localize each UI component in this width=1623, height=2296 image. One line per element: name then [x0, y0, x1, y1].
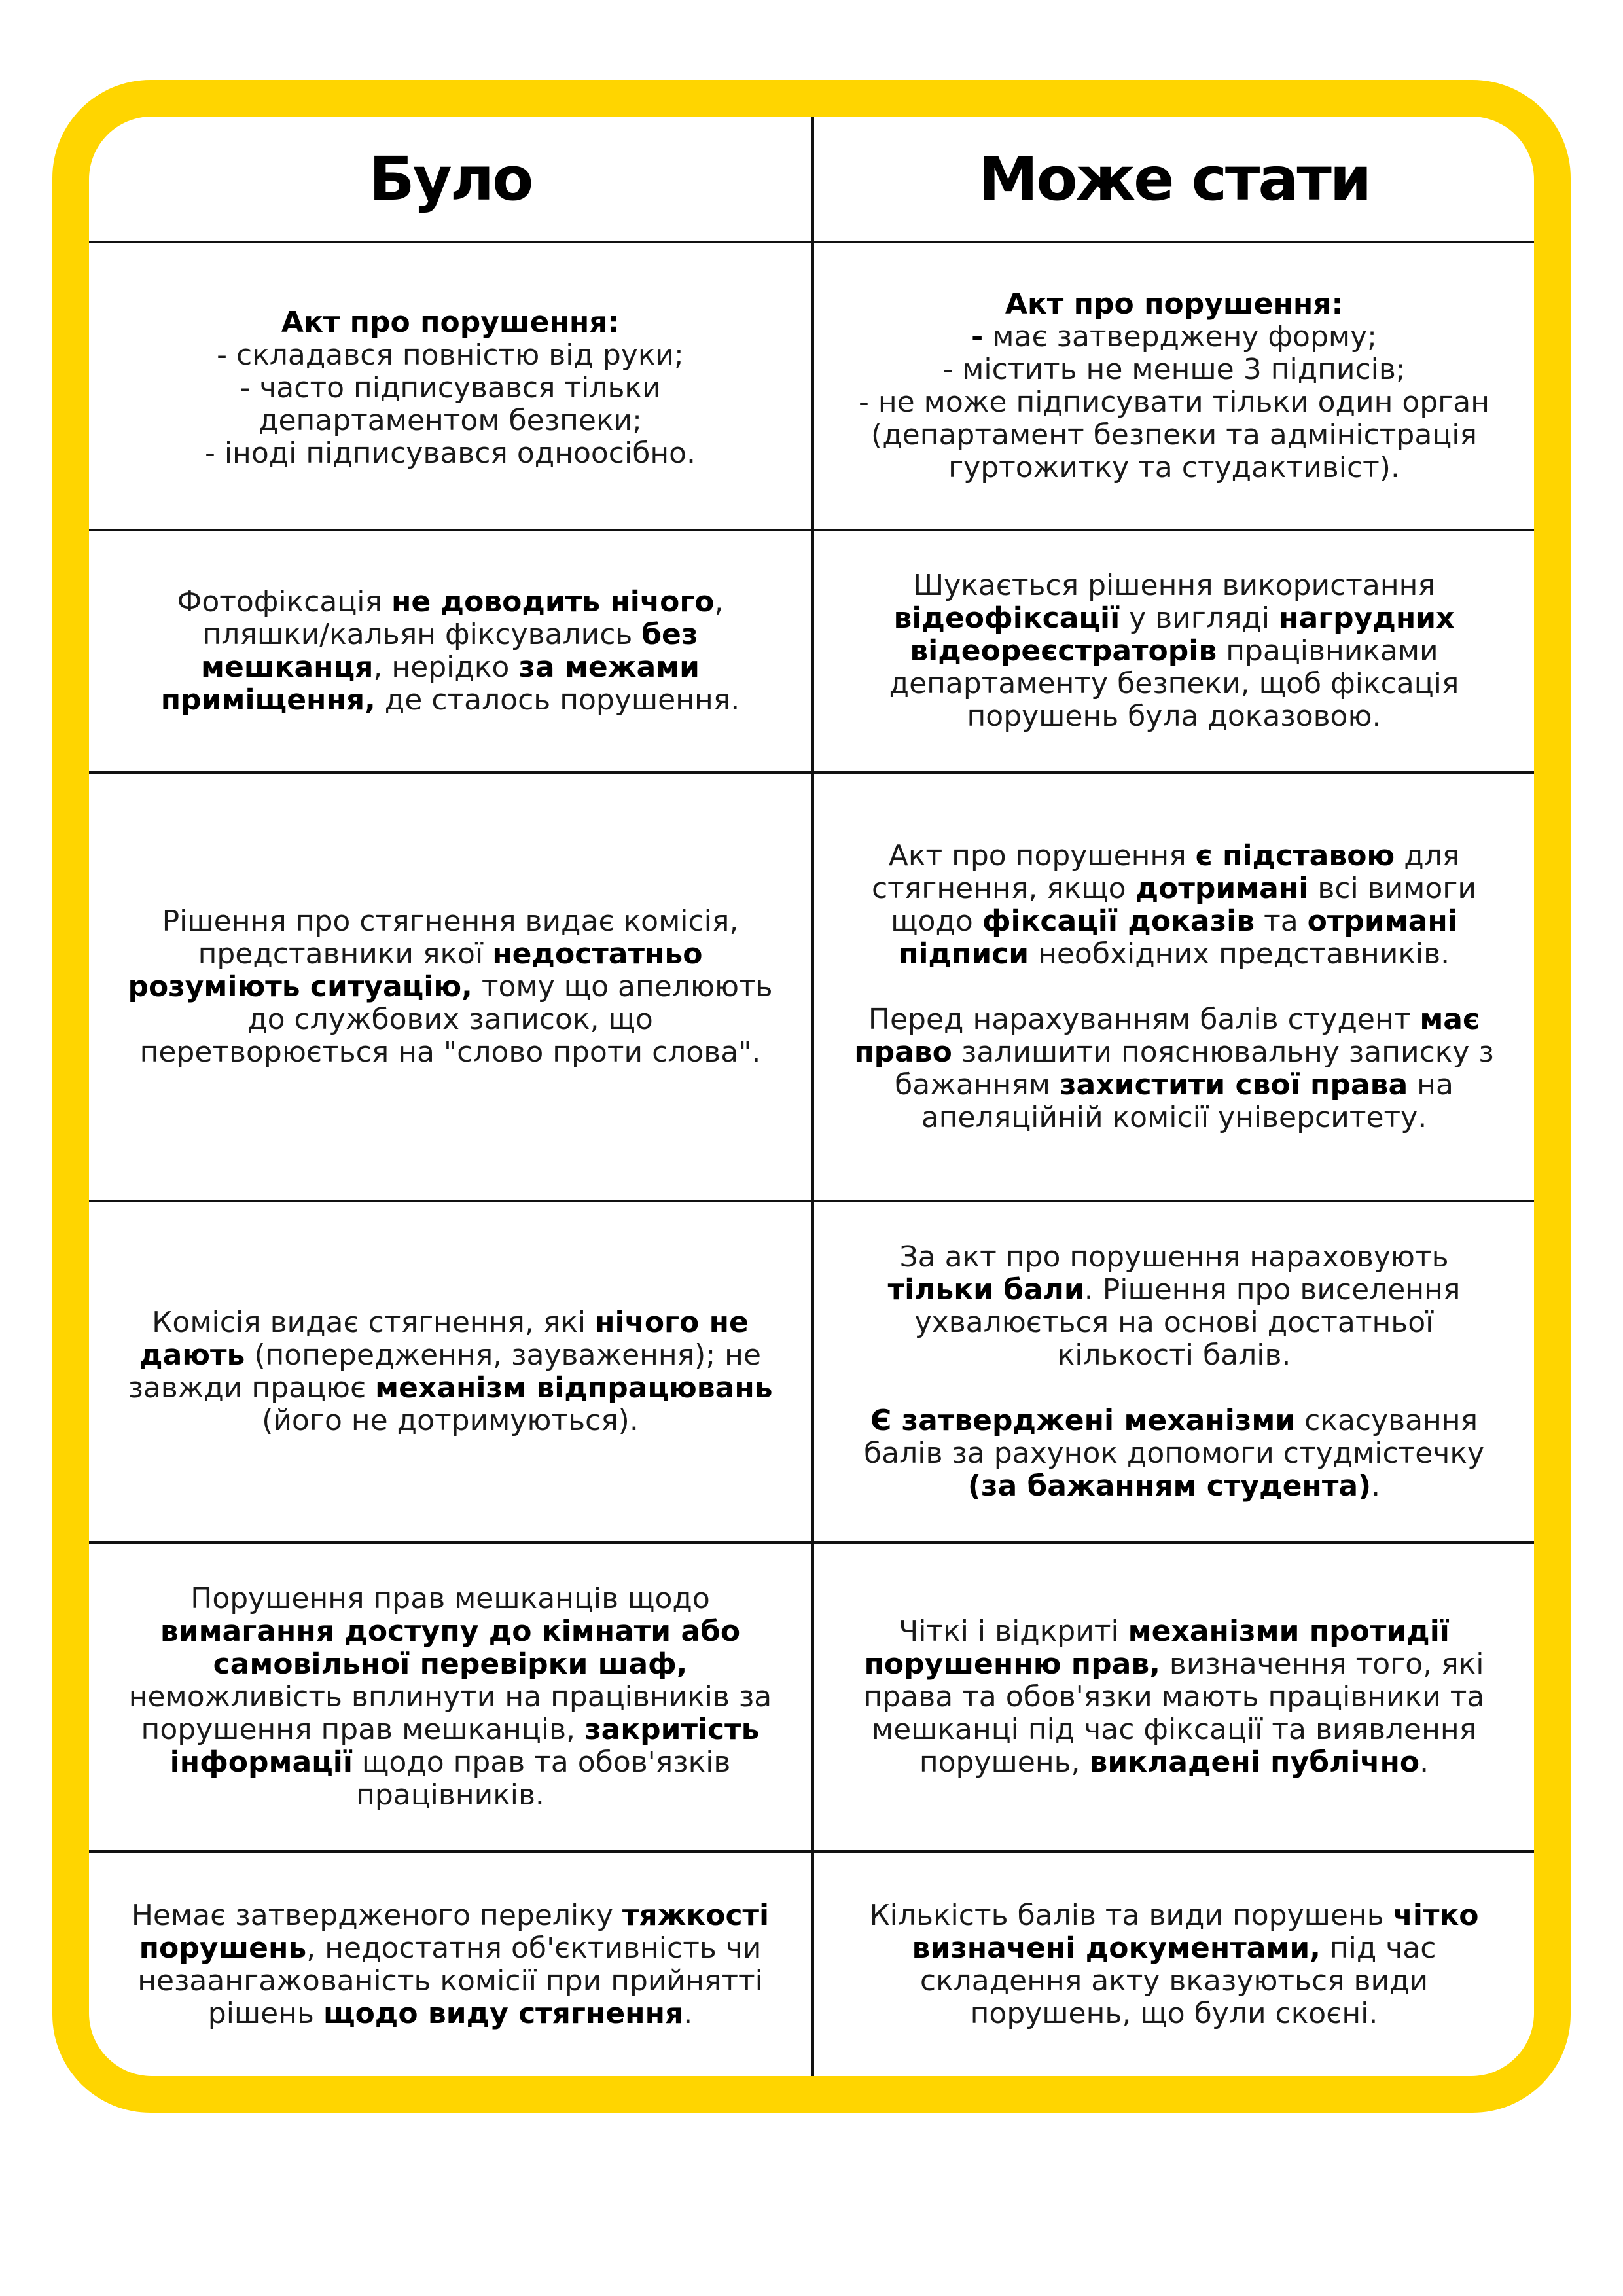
cell-text: Акт про порушення: - має затверджену форму; - містить не менше 3 підписів; - не може підписувати тільки один орган (департамент безпеки та адміністрація гуртожитку та студактивіст). — [858, 287, 1490, 484]
cell-paragraph: Перед нарахуванням балів студент має право залишити пояснювальну записку з бажанням захистити свої права на апеляційній комісії університету. — [854, 1002, 1494, 1134]
cell-text: Шукається рішення використання відеофіксації у вигляді нагрудних відеореєстраторів працівниками департаменту безпеки, щоб фіксація порушень була доказовою. — [889, 569, 1459, 733]
row-6-before-cell — [89, 1853, 812, 2076]
cell-text: Акт про порушення: - складався повністю від руки; - часто підписувався тільки департаментом безпеки; - іноді підписувався одноосібно. — [204, 306, 696, 470]
cell-text: Кількість балів та види порушень чітко визначені документами, під час складення акту вказуються види порушень, що були скоєні. — [869, 1898, 1479, 2030]
row-4-after-cell — [814, 1202, 1534, 1541]
column-header-after: Може стати — [978, 143, 1370, 214]
cell-paragraph: Є затверджені механізми скасування балів за рахунок допомоги студмістечку (за бажанням студента). — [864, 1404, 1484, 1503]
cell-text: Немає затвердженого переліку тяжкості порушень, недостатня об'єктивність чи незаангажованість комісії при прийнятті рішень щодо виду стягнення. — [131, 1898, 770, 2030]
row-6-after-cell — [814, 1853, 1534, 2076]
column-header-before: Було — [368, 143, 532, 214]
row-3-after-cell — [814, 774, 1534, 1200]
cell-text: Чіткі і відкриті механізми протидії порушенню прав, визначення того, які права та обов'язки мають працівники та мешканці під час фіксації та виявлення порушень, викладені публічно. — [863, 1615, 1485, 1779]
row-3-before-cell — [89, 774, 812, 1200]
row-2-after-cell — [814, 531, 1534, 771]
row-4-before-cell — [89, 1202, 812, 1541]
comparison-table — [89, 117, 1534, 2076]
cell-text: Порушення прав мешканців щодо вимагання доступу до кімнати або самовільної перевірки шаф, неможливість вплинути на працівників за порушення прав мешканців, закритість інформації щодо прав та обов'язків працівників. — [128, 1582, 772, 1812]
cell-paragraph: Акт про порушення є підставою для стягнення, якщо дотримані всі вимоги щодо фіксації доказів та отримані підписи необхідних представників. — [871, 838, 1477, 971]
cell-text: Комісія видає стягнення, які нічого не дають (попередження, зауваження); не завжди працює механізм відпрацювань (його не дотримуються). — [128, 1306, 773, 1437]
row-1-before-cell — [89, 243, 812, 529]
row-5-after-cell — [814, 1544, 1534, 1850]
row-5-before-cell — [89, 1544, 812, 1850]
row-2-before-cell — [89, 531, 812, 771]
cell-text: Фотофіксація не доводить нічого, пляшки/кальян фіксувались без мешканця, нерідко за межами приміщення, де сталось порушення. — [160, 585, 740, 717]
cell-paragraph: За акт про порушення нараховують тільки бали. Рішення про виселення ухвалюється на основі достатньої кількості балів. — [887, 1240, 1461, 1372]
yellow-frame — [52, 80, 1571, 2113]
row-1-after-cell — [814, 243, 1534, 529]
cell-text: Рішення про стягнення видає комісія, представники якої недостатньо розуміють ситуацію, тому що апелюють до службових записок, що перетворюється на "слово проти слова". — [128, 904, 773, 1069]
